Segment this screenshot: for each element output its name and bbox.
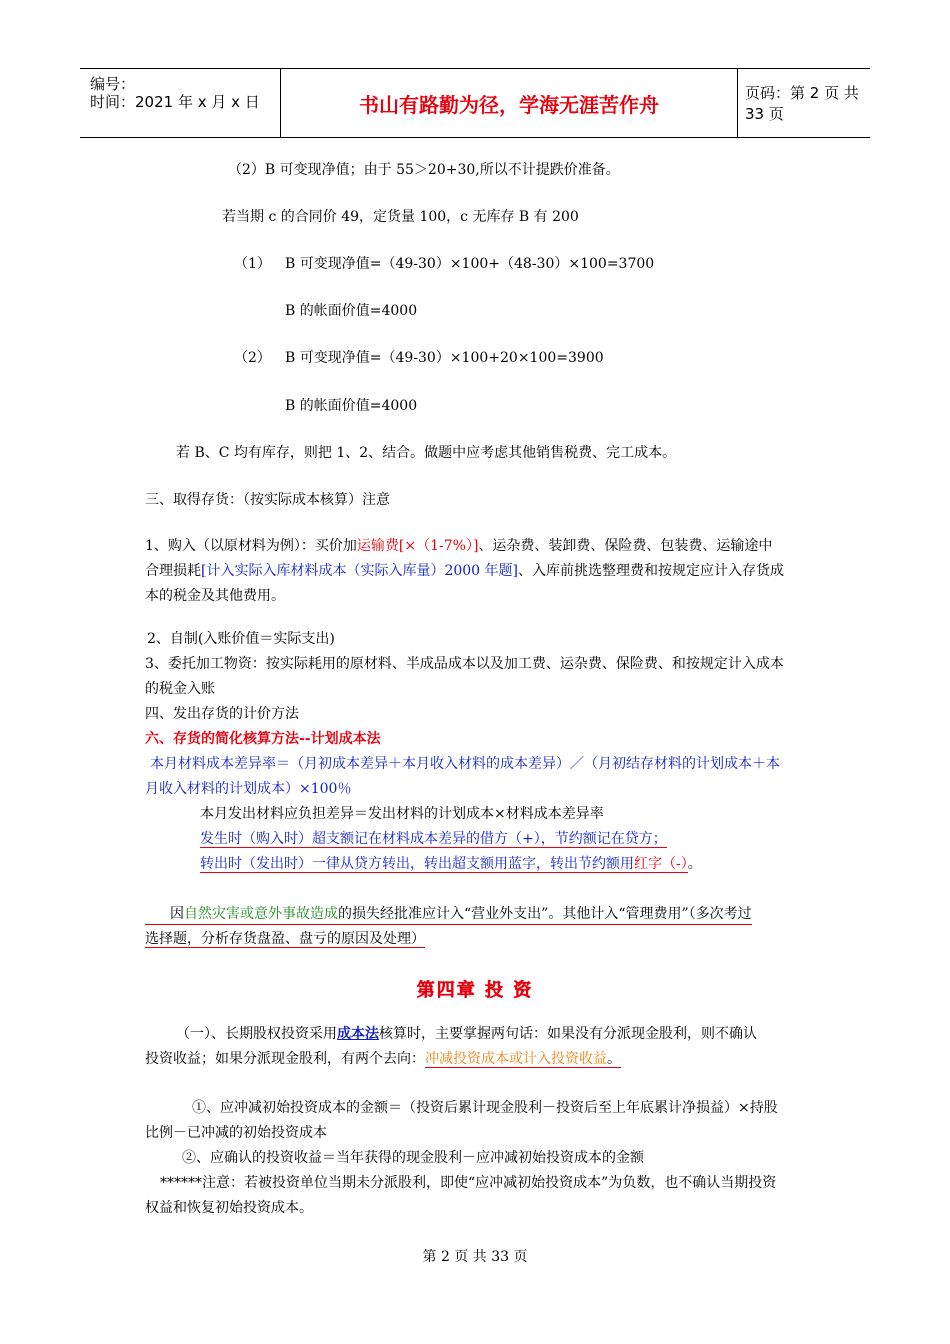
highlight-span: 冲减投资成本或计入投资收益 — [425, 1051, 607, 1067]
text-line: B 可变现净值=（49-30）×100+20×100=3900 — [285, 350, 604, 366]
text-line: 比例－已冲减的初始投资成本 — [145, 1125, 327, 1141]
time-label: 时间：2021 年 x 月 x 日 — [90, 93, 260, 111]
text-line: 若 B、C 均有库存，则把 1、2、结合。做题中应考虑其他销售税费、完工成本。 — [176, 445, 677, 461]
text-line — [145, 904, 752, 925]
section-heading: 三、取得存货：（按实际成本核算）注意 — [145, 492, 390, 508]
underlined-span: 发生时（购入时）超支额记在材料成本差异的借方（+），节约额记在贷方； — [200, 831, 667, 847]
underlined-span: 选择题，分析存货盘盈、盘亏的原因及处理） — [145, 931, 425, 947]
text-line: 若当期 c 的合同价 49，定货量 100，c 无库存 B 有 200 — [222, 209, 579, 225]
header-motto: 书山有路勤为径，学海无涯苦作舟 — [280, 69, 738, 137]
text-line — [145, 929, 425, 949]
text-span: 。 — [607, 1051, 621, 1067]
text-line — [145, 1049, 621, 1069]
highlight-span: 红字（-） — [634, 856, 688, 872]
section-heading-red: 六、存货的简化核算方法--计划成本法 — [145, 731, 381, 747]
text-span: 、运杂费、装卸费、保险费、包装费、运输途中 — [478, 538, 773, 554]
formula-line: 本月材料成本差异率＝（月初成本差异＋本月收入材料的成本差异）／（月初结存材料的计划成本＋本 — [150, 756, 780, 772]
text-span: 1、购入（以原材料为例）：买价加 — [145, 538, 357, 554]
text-span: 。 — [687, 856, 702, 872]
text-line: 3、委托加工物资：按实际耗用的原材料、半成品成本以及加工费、运杂费、保险费、和按规定计入成本 — [145, 656, 784, 672]
text-line — [200, 854, 702, 874]
text-line: 权益和恢复初始投资成本。 — [145, 1200, 313, 1216]
highlight-span: 自然灾害或意外事故造成 — [184, 906, 338, 922]
text-span: 的损失经批准应计入“营业外支出”。其他计入“管理费用”（多次考过 — [338, 906, 752, 922]
formula-line: 月收入材料的计划成本）×100％ — [145, 781, 352, 797]
page-header — [80, 68, 870, 138]
text-span: 因 — [170, 906, 184, 922]
text-span: 、入库前挑选整理费和按规定应计入存货成 — [518, 563, 785, 579]
highlight-span: [计入实际入库材料成本（实际入库量）2000 年题] — [201, 563, 519, 579]
text-line: ******注意：若被投资单位当期未分派股利，即使“应冲减初始投资成本”为负数，也不确认当期投资 — [160, 1175, 777, 1191]
highlight-span: 成本法 — [337, 1026, 379, 1042]
text-line — [145, 536, 772, 556]
text-line: ①、应冲减初始投资成本的金额＝（投资后累计现金股利－投资后至上年底累计净损益）×持股 — [192, 1100, 778, 1116]
text-line: （2） — [234, 350, 271, 366]
text-line: 的税金入账 — [145, 681, 215, 697]
text-line: 本月发出材料应负担差异＝发出材料的计划成本×材料成本差异率 — [200, 806, 604, 822]
underlined-span: 转出时（发出时）一律从贷方转出，转出超支额用蓝字，转出节约额用 — [200, 856, 634, 872]
text-line: （1） — [234, 256, 271, 272]
text-line — [200, 829, 667, 849]
text-line — [176, 1024, 757, 1044]
text-line: B 的帐面价值=4000 — [285, 303, 418, 319]
text-line: B 的帐面价值=4000 — [285, 398, 418, 414]
chapter-title-text: 第四章 投 资 — [416, 980, 534, 1001]
header-page-info: 页码：第 2 页 共 33 页 — [745, 84, 859, 123]
text-line: （2）B 可变现净值；由于 55＞20+30,所以不计提跌价准备。 — [228, 162, 620, 178]
number-label: 编号： — [90, 75, 136, 93]
page-footer: 第 2 页 共 33 页 — [422, 1249, 528, 1265]
text-line: ②、应确认的投资收益＝当年获得的现金股利－应冲减初始投资成本的金额 — [182, 1150, 644, 1166]
text-line — [145, 561, 784, 581]
text-line: 2、自制(入账价值＝实际支出) — [147, 631, 335, 647]
section-heading: 四、发出存货的计价方法 — [145, 706, 299, 722]
text-span: 合理损耗 — [145, 563, 201, 579]
text-span: （一）、长期股权投资采用 — [176, 1026, 337, 1042]
header-meta — [80, 69, 280, 137]
text-span: 投资收益；如果分派现金股利，有两个去向： — [145, 1051, 425, 1067]
highlight-span: 运输费[×（1-7%）] — [356, 538, 479, 554]
text-span: 核算时，主要掌握两句话：如果没有分派现金股利，则不确认 — [379, 1026, 757, 1042]
text-line: 本的税金及其他费用。 — [145, 588, 285, 604]
text-line: B 可变现净值=（49-30）×100+（48-30）×100=3700 — [285, 256, 655, 272]
chapter-title — [0, 976, 950, 1002]
